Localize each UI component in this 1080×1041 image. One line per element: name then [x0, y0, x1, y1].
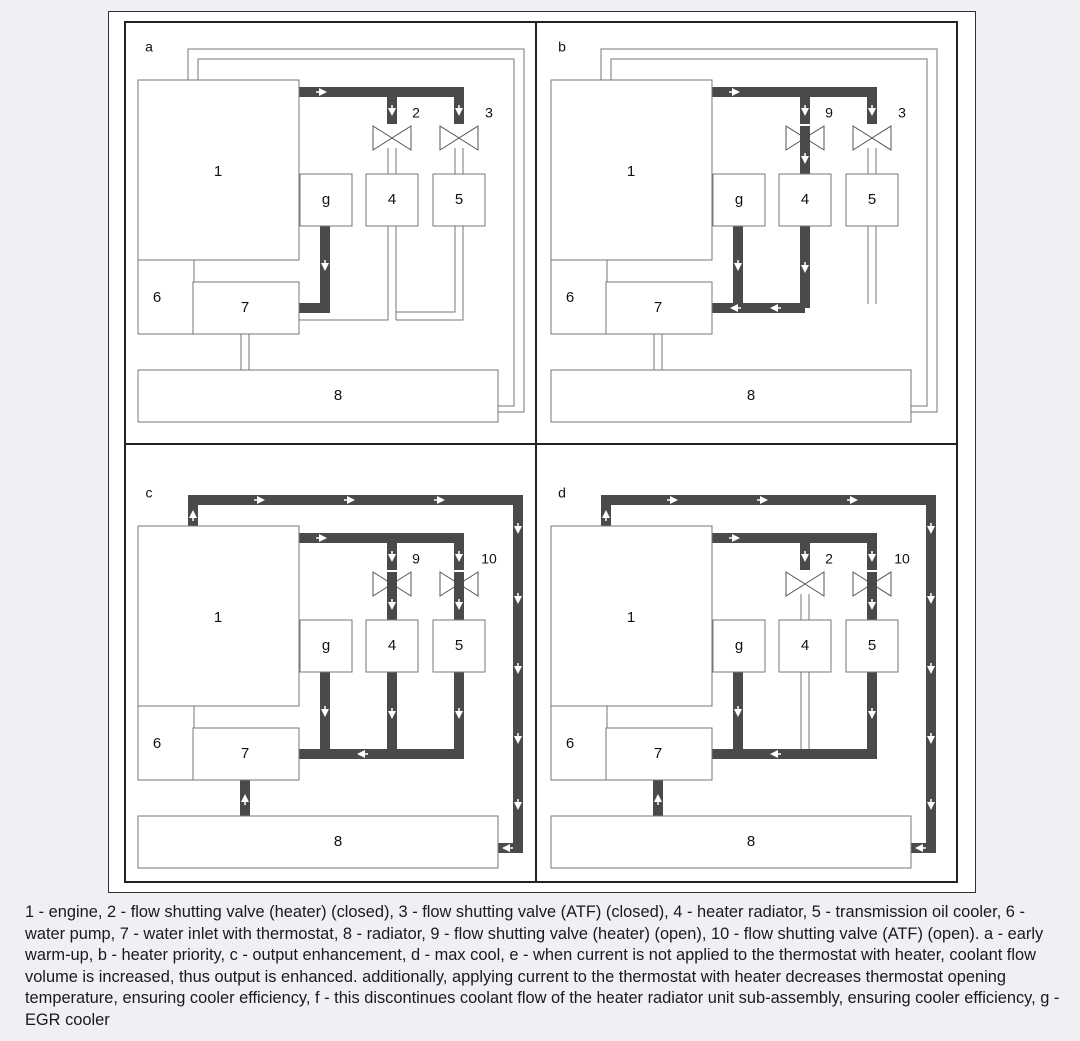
heater-valve-open-core	[387, 572, 397, 596]
heater-radiator-label: 4	[800, 190, 810, 208]
atf-valve-open-core	[454, 572, 464, 596]
heater-valve	[373, 126, 411, 150]
panel-letter: a	[145, 38, 153, 55]
atf-valve	[440, 572, 478, 596]
heater-valve-label: 2	[412, 104, 420, 121]
heater-valve	[786, 572, 824, 596]
feed-pipe	[299, 92, 459, 124]
coolant-circuit-figure	[108, 11, 976, 893]
engine-label: 1	[213, 162, 223, 180]
radiator-box	[138, 370, 498, 422]
heater-valve-open-core	[800, 126, 810, 150]
water-pump-label: 6	[565, 734, 575, 752]
heater-radiator-label: 4	[387, 636, 397, 654]
egr-cooler-label: g	[734, 636, 744, 654]
atf-cooler-label: 5	[867, 636, 877, 654]
atf-valve	[853, 572, 891, 596]
radiator-box	[551, 370, 911, 422]
panel-d	[551, 485, 935, 868]
atf-valve-left	[440, 126, 459, 150]
engine-label: 1	[626, 162, 636, 180]
panel-a	[138, 39, 524, 422]
heater-radiator-label: 4	[387, 190, 397, 208]
feed-pipe	[712, 538, 872, 570]
panel-letter: d	[558, 484, 566, 501]
atf-valve-label: 3	[485, 104, 493, 121]
atf-cooler-label: 5	[867, 190, 877, 208]
feed-pipe	[299, 538, 459, 570]
heater-valve	[786, 126, 824, 150]
panel-letter: b	[558, 38, 566, 55]
heater-valve-label: 9	[825, 104, 833, 121]
heater-valve	[373, 572, 411, 596]
radiator-label: 8	[746, 832, 756, 850]
water-inlet-label: 7	[653, 744, 663, 762]
atf-valve-right	[872, 126, 891, 150]
egr-cooler-label: g	[321, 636, 331, 654]
atf-valve-left	[853, 126, 872, 150]
atf-valve-label: 3	[898, 104, 906, 121]
heater-valve-label: 2	[825, 550, 833, 567]
water-inlet-label: 7	[240, 744, 250, 762]
panel-c	[138, 485, 522, 868]
engine-label: 1	[213, 608, 223, 626]
atf-valve-label: 10	[894, 550, 910, 567]
water-pump-box	[138, 706, 194, 780]
radiator-label: 8	[333, 832, 343, 850]
atf-cooler-label: 5	[454, 636, 464, 654]
heater-valve-left	[373, 126, 392, 150]
atf-valve-right	[459, 126, 478, 150]
idle-header	[396, 304, 455, 312]
heater-valve-left	[786, 572, 805, 596]
radiator-label: 8	[333, 386, 343, 404]
atf-valve-open-core	[867, 572, 877, 596]
water-pump-box	[551, 706, 607, 780]
egr-return	[299, 226, 325, 308]
panel-letter: c	[145, 484, 153, 501]
egr-cooler-label: g	[734, 190, 744, 208]
radiator-box	[138, 816, 498, 868]
heater-valve-right	[805, 572, 824, 596]
egr-return	[712, 226, 738, 308]
water-pump-box	[551, 260, 607, 334]
water-pump-label: 6	[565, 288, 575, 306]
heater-valve-right	[392, 126, 411, 150]
water-pump-label: 6	[152, 288, 162, 306]
egr-cooler-label: g	[321, 190, 331, 208]
radiator-box	[551, 816, 911, 868]
atf-valve	[440, 126, 478, 150]
water-inlet-label: 7	[653, 298, 663, 316]
panel-b	[551, 39, 937, 422]
figure-caption: 1 - engine, 2 - flow shutting valve (heater) (closed), 3 - flow shutting valve (ATF) (closed), 4 - heater radiator, 5 - transmission oil cooler, 6 - water pump, 7 - water inlet with thermostat, 8 - radiator, 9 - flow shutting valve (heater) (open), 10 - flow shutting valve (ATF) (open). a - early warm-up, b - heater priority, c - output enhancement, d - max cool, e - when current is not applied to the thermostat with heater, coolant flow volume is increased, thus output is enhanced. additionally, applying current to the thermostat with heater decreases thermostat opening temperature, ensuring cooler efficiency, f - this discontinues coolant flow of the heater radiator unit sub-assembly, ensuring cooler efficiency, g - EGR cooler	[25, 903, 1060, 1029]
atf-valve	[853, 126, 891, 150]
heater-radiator-label: 4	[800, 636, 810, 654]
radiator-label: 8	[746, 386, 756, 404]
water-pump-box	[138, 260, 194, 334]
water-inlet-label: 7	[240, 298, 250, 316]
egr-return	[299, 672, 325, 754]
atf-cooler-label: 5	[454, 190, 464, 208]
egr-return	[712, 672, 738, 754]
coolant-diagram	[109, 12, 977, 894]
engine-label: 1	[626, 608, 636, 626]
atf-valve-label: 10	[481, 550, 497, 567]
water-pump-label: 6	[152, 734, 162, 752]
heater-valve-label: 9	[412, 550, 420, 567]
feed-pipe	[712, 92, 872, 124]
